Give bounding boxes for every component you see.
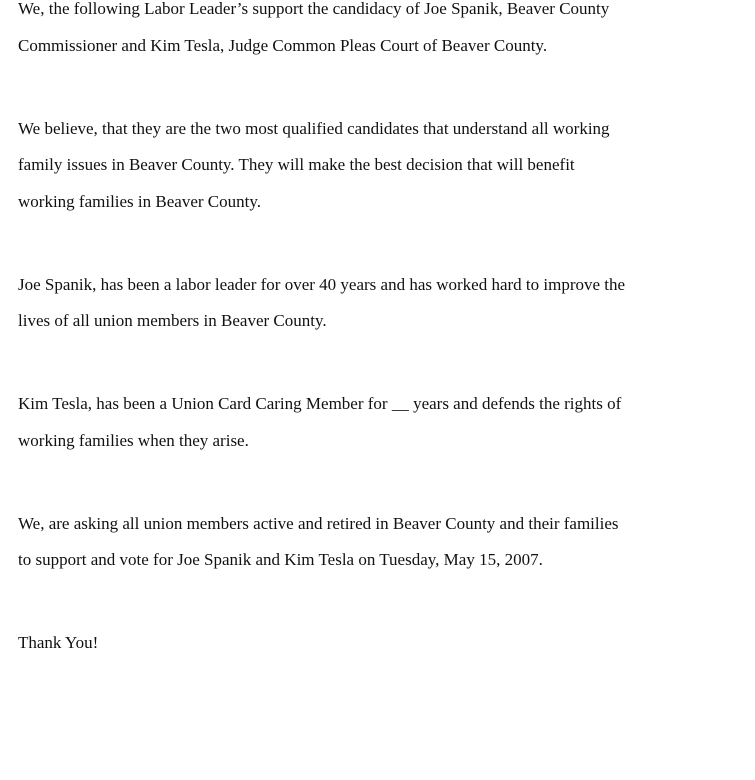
text-line: lives of all union members in Beaver County. <box>18 311 327 330</box>
text-line: to support and vote for Joe Spanik and Kim Tesla on Tuesday, May 15, 2007. <box>18 550 543 569</box>
text-line: We, the following Labor Leader’s support the candidacy of Joe Spanik, Beaver County <box>18 0 610 18</box>
paragraph-endorsement <box>18 0 746 69</box>
text-line: family issues in Beaver County. They will make the best decision that will benefit <box>18 155 575 174</box>
text-line: Joe Spanik, has been a labor leader for over 40 years and has worked hard to improve the <box>18 274 626 294</box>
paragraph-closing <box>18 620 746 667</box>
paragraph-joe-spanik <box>18 262 746 345</box>
paragraph-kim-tesla <box>18 381 746 464</box>
letter-document <box>18 0 746 713</box>
paragraph-belief <box>18 106 746 226</box>
text-line: working families when they arise. <box>18 430 249 450</box>
text-line: We, are asking all union members active and retired in Beaver County and their families <box>18 513 619 533</box>
text-line: Kim Tesla, has been a Union Card Caring Member for __ years and defends the rights of <box>18 394 622 413</box>
text-line: We believe, that they are the two most qualified candidates that understand all working <box>18 118 610 138</box>
paragraph-call-to-vote <box>18 501 746 584</box>
closing-line: Thank You! <box>18 633 99 652</box>
text-line: working families in Beaver County. <box>18 191 261 211</box>
text-line: Commissioner and Kim Tesla, Judge Common Pleas Court of Beaver County. <box>18 35 548 55</box>
